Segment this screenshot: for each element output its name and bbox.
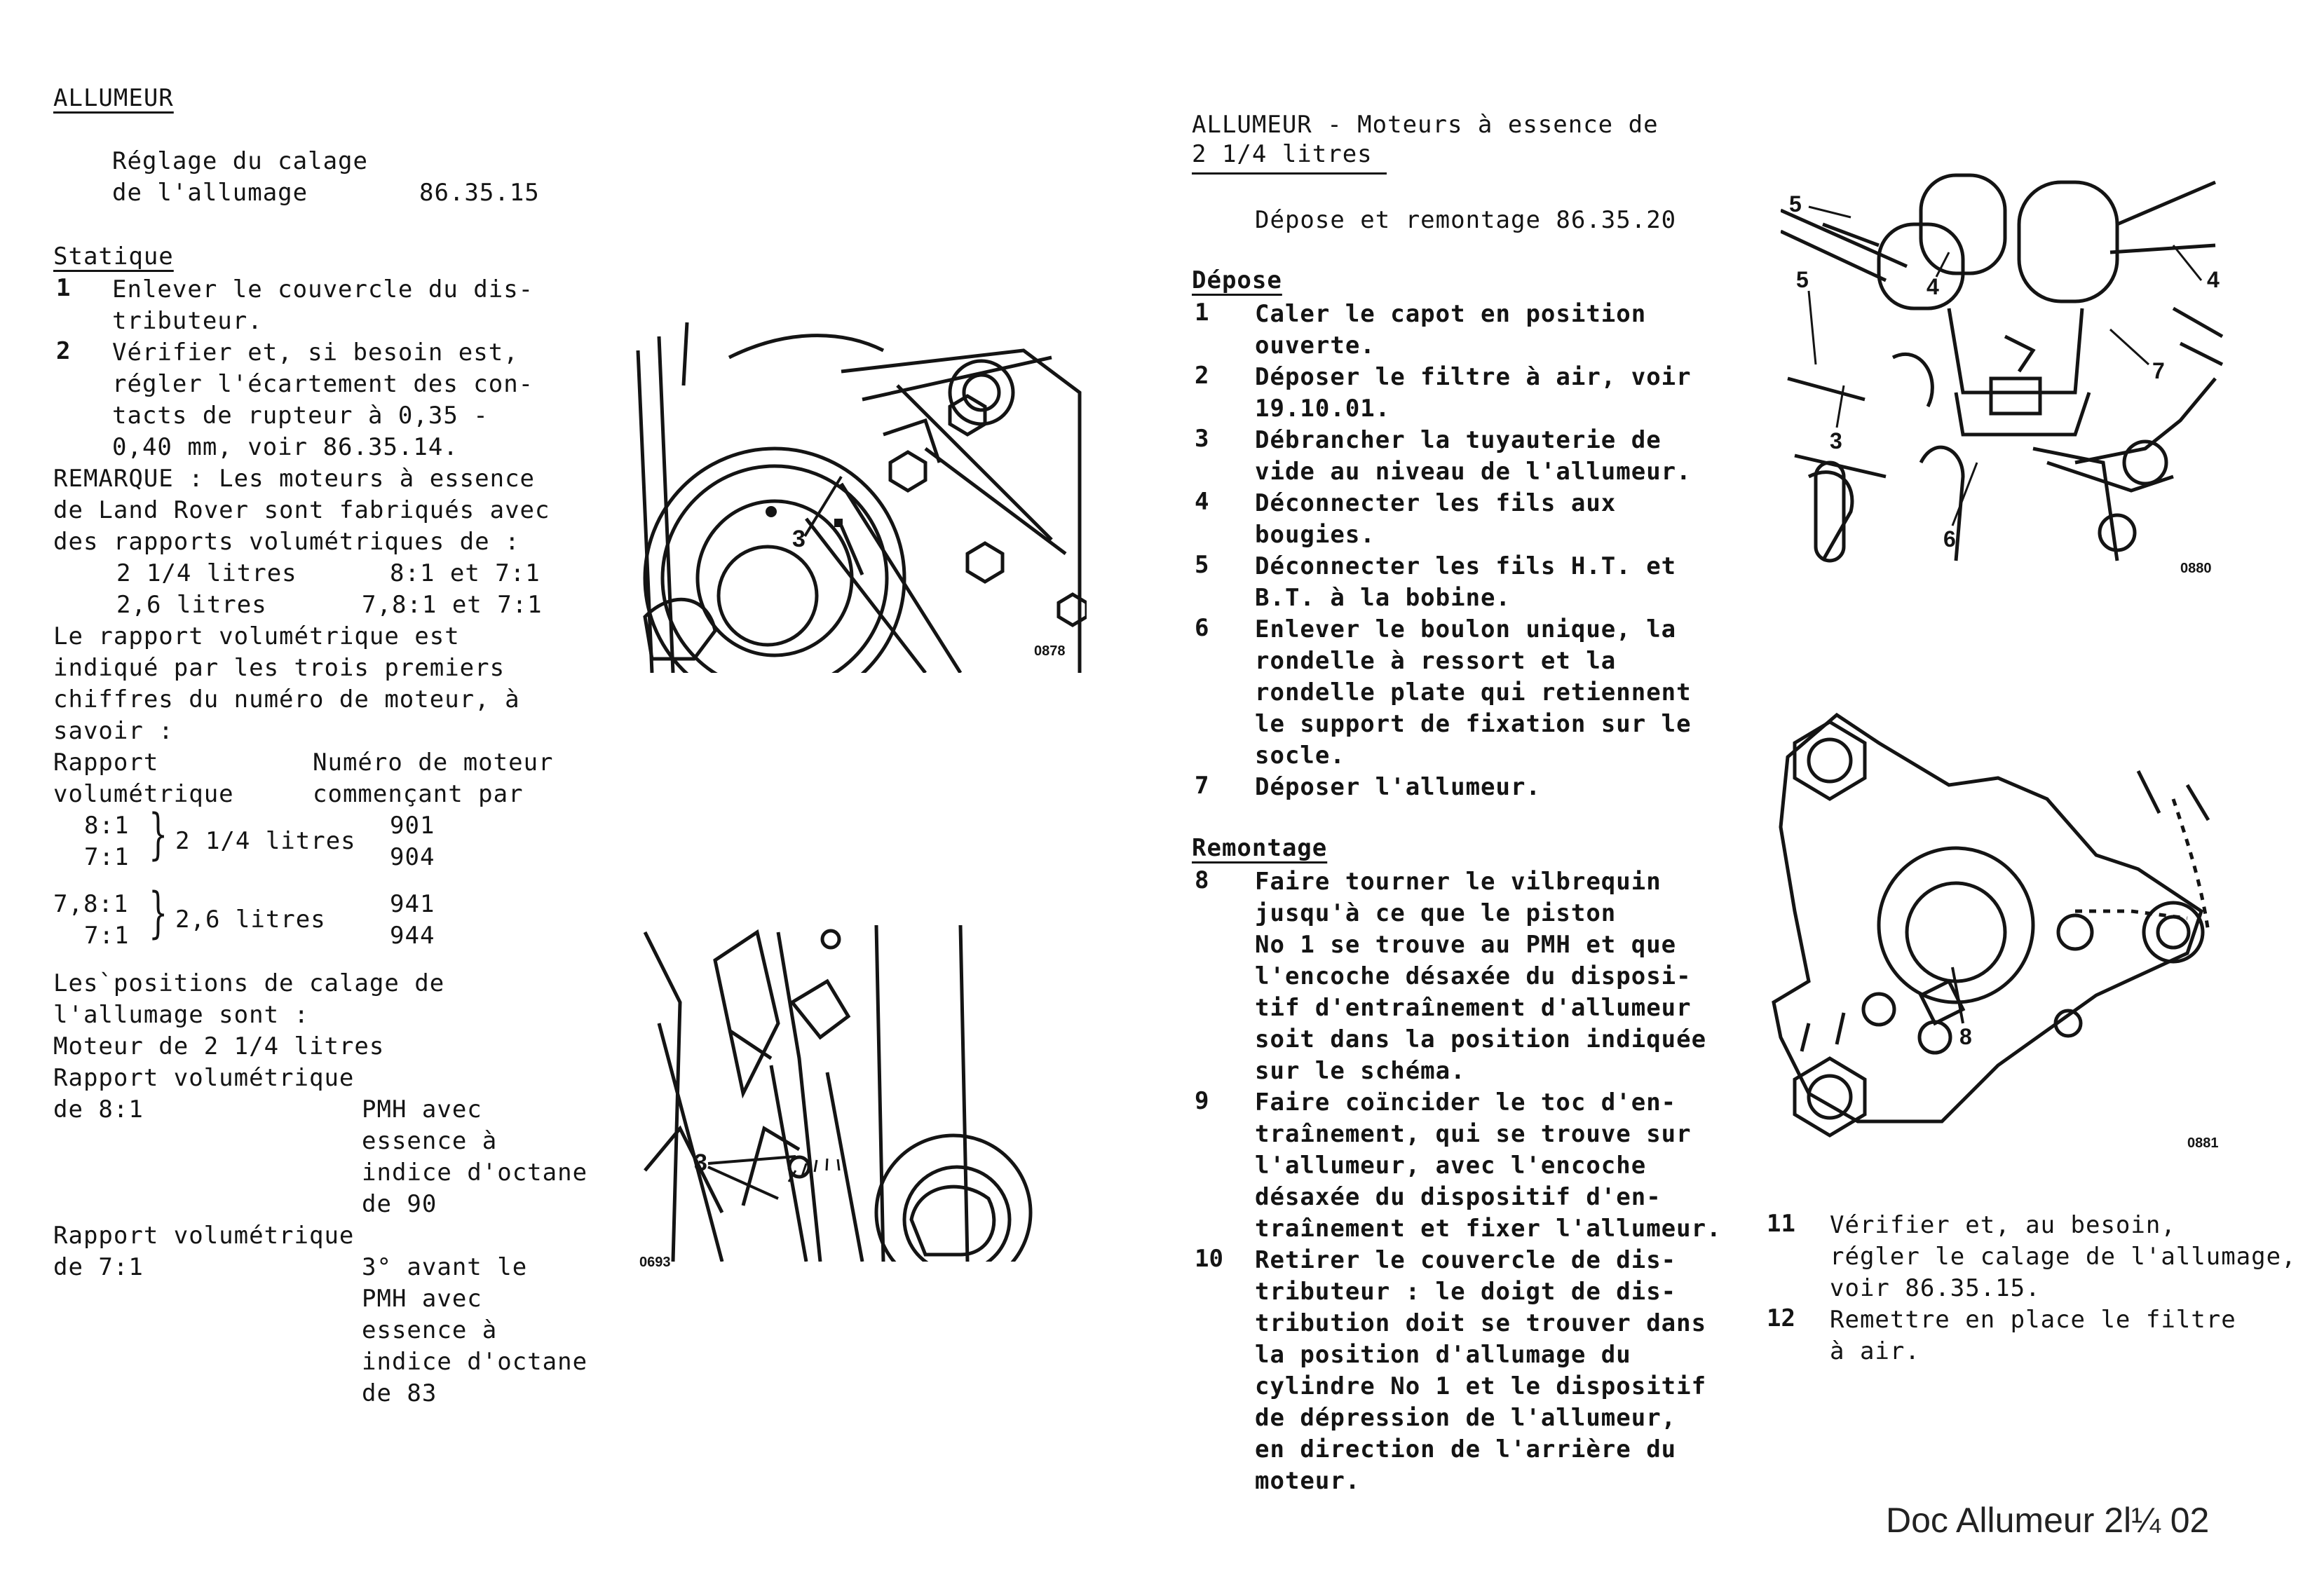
step-line: tribution doit se trouver dans bbox=[1255, 1309, 1707, 1337]
step-line: l'allumeur, avec l'encoche bbox=[1255, 1152, 1647, 1180]
step-line: la position d'allumage du bbox=[1255, 1341, 1631, 1369]
step-line: tributeur. bbox=[112, 307, 263, 335]
figure-callout: 8 bbox=[1959, 1024, 1972, 1049]
step-line: Enlever le couvercle du dis- bbox=[112, 275, 534, 303]
step-line: Caler le capot en position bbox=[1255, 300, 1647, 328]
compression-ratios: 7,8:1 et 7:1 bbox=[362, 591, 543, 619]
step-line: Déposer l'allumeur. bbox=[1255, 773, 1541, 801]
step-number: 5 bbox=[1195, 551, 1209, 579]
step-number: 6 bbox=[1195, 614, 1209, 642]
figure-drive-offset-slot bbox=[1767, 701, 2229, 1149]
remark-line: de Land Rover sont fabriqués avec bbox=[53, 496, 550, 524]
compression-ratios: 8:1 et 7:1 bbox=[390, 559, 541, 587]
step-number: 1 bbox=[1195, 299, 1209, 327]
step-line: Vérifier et, au besoin, bbox=[1830, 1211, 2176, 1239]
step-line: moteur. bbox=[1255, 1467, 1361, 1495]
step-number: 7 bbox=[1195, 772, 1209, 800]
positions-line: Les`positions de calage de bbox=[53, 969, 445, 997]
step-number: 9 bbox=[1195, 1087, 1209, 1115]
step-line: tif d'entraînement d'allumeur bbox=[1255, 994, 1692, 1022]
section-title-line1: ALLUMEUR - Moteurs à essence de bbox=[1192, 111, 1659, 139]
step-number: 10 bbox=[1195, 1245, 1223, 1273]
engine-number: 941 bbox=[390, 890, 435, 918]
step-line: l'encoche désaxée du disposi- bbox=[1255, 962, 1692, 990]
figure-timing-pointer bbox=[638, 918, 1073, 1262]
step-line: socle. bbox=[1255, 742, 1345, 770]
step-line: B.T. à la bobine. bbox=[1255, 584, 1511, 612]
timing-value: indice d'octane bbox=[362, 1159, 588, 1187]
ratio-value: 7,8:1 bbox=[53, 890, 129, 918]
timing-value: indice d'octane bbox=[362, 1348, 588, 1376]
figure-code: 0881 bbox=[2187, 1135, 2219, 1151]
engine-number: 944 bbox=[390, 922, 435, 950]
step-line: cylindre No 1 et le dispositif bbox=[1255, 1372, 1707, 1400]
ratio-label: de 8:1 bbox=[53, 1095, 144, 1124]
timing-value: essence à bbox=[362, 1127, 498, 1155]
figure-callout: 6 bbox=[1943, 526, 1956, 552]
timing-value: de 90 bbox=[362, 1190, 437, 1218]
brace: } bbox=[149, 882, 168, 945]
remark-line: REMARQUE : Les moteurs à essence bbox=[53, 465, 536, 493]
step-number: 11 bbox=[1767, 1210, 1795, 1238]
section-title-line2: 2 1/4 litres bbox=[1192, 140, 1373, 168]
ratio-heading: Rapport volumétrique bbox=[53, 1222, 355, 1250]
step-line: régler le calage de l'allumage, bbox=[1830, 1243, 2297, 1271]
step-number: 2 bbox=[1195, 362, 1209, 390]
document-caption: Doc Allumeur 2l¼ 02 bbox=[1886, 1501, 2210, 1540]
step-number: 2 bbox=[56, 337, 71, 365]
step-line: No 1 se trouve au PMH et que bbox=[1255, 931, 1677, 959]
step-line: tacts de rupteur à 0,35 - bbox=[112, 402, 489, 430]
step-number: 4 bbox=[1195, 488, 1209, 516]
figure-code: 0878 bbox=[1034, 643, 1066, 659]
engine-number: 904 bbox=[390, 843, 435, 871]
step-number: 12 bbox=[1767, 1304, 1795, 1332]
step-line: en direction de l'arrière du bbox=[1255, 1435, 1677, 1463]
step-line: vide au niveau de l'allumeur. bbox=[1255, 458, 1692, 486]
ratio-text-line: chiffres du numéro de moteur, à bbox=[53, 685, 520, 714]
operation-code: 86.35.15 bbox=[419, 179, 540, 207]
timing-value: 3° avant le bbox=[362, 1253, 528, 1281]
step-line: voir 86.35.15. bbox=[1830, 1274, 2041, 1302]
column-header-ratio: volumétrique bbox=[53, 780, 234, 808]
step-line: jusqu'à ce que le piston bbox=[1255, 899, 1617, 927]
ratio-value: 7:1 bbox=[84, 922, 130, 950]
step-line: Faire coïncider le toc d'en- bbox=[1255, 1088, 1677, 1117]
figure-callout: 4 bbox=[1927, 274, 1939, 299]
step-line: Déposer le filtre à air, voir bbox=[1255, 363, 1692, 391]
engine-size: 2 1/4 litres bbox=[116, 559, 297, 587]
remark-line: des rapports volumétriques de : bbox=[53, 528, 520, 556]
step-line: traînement, qui se trouve sur bbox=[1255, 1120, 1692, 1148]
step-line: Débrancher la tuyauterie de bbox=[1255, 426, 1662, 454]
step-line: bougies. bbox=[1255, 521, 1375, 549]
figure-callout: 3 bbox=[792, 526, 806, 552]
heading-remontage: Remontage bbox=[1192, 834, 1328, 862]
heading-statique: Statique bbox=[53, 243, 174, 271]
figure-crank-pulley-timing bbox=[631, 308, 1087, 673]
step-line: tributeur : le doigt de dis- bbox=[1255, 1278, 1677, 1306]
step-number: 3 bbox=[1195, 425, 1209, 453]
step-line: rondelle plate qui retiennent bbox=[1255, 678, 1692, 706]
step-line: Déconnecter les fils aux bbox=[1255, 489, 1617, 517]
brace: } bbox=[149, 803, 168, 866]
step-line: Remettre en place le filtre bbox=[1830, 1306, 2236, 1334]
timing-value: de 83 bbox=[362, 1379, 437, 1407]
step-line: ouverte. bbox=[1255, 332, 1375, 360]
column-header-engine-number: commençant par bbox=[313, 780, 524, 808]
step-line: sur le schéma. bbox=[1255, 1057, 1466, 1085]
ratio-value: 8:1 bbox=[84, 812, 130, 840]
ratio-value: 7:1 bbox=[84, 843, 130, 871]
step-line: Retirer le couvercle de dis- bbox=[1255, 1246, 1677, 1274]
step-line: désaxée du dispositif d'en- bbox=[1255, 1183, 1662, 1211]
step-line: régler l'écartement des con- bbox=[112, 370, 534, 398]
step-line: le support de fixation sur le bbox=[1255, 710, 1692, 738]
step-number: 8 bbox=[1195, 866, 1209, 894]
positions-line: Rapport volumétrique bbox=[53, 1064, 355, 1092]
timing-value: essence à bbox=[362, 1316, 498, 1344]
figure-callout: 5 bbox=[1796, 267, 1809, 292]
heading-depose: Dépose bbox=[1192, 266, 1282, 294]
column-header-engine-number: Numéro de moteur bbox=[313, 749, 554, 777]
positions-line: Moteur de 2 1/4 litres bbox=[53, 1032, 385, 1060]
step-number: 1 bbox=[56, 274, 71, 302]
ratio-label: de 7:1 bbox=[53, 1253, 144, 1281]
figure-code: 0693 bbox=[639, 1255, 671, 1270]
step-line: soit dans la position indiquée bbox=[1255, 1025, 1707, 1053]
step-line: 0,40 mm, voir 86.35.14. bbox=[112, 433, 458, 461]
figure-callout: 3 bbox=[1830, 428, 1842, 453]
column-header-ratio: Rapport bbox=[53, 749, 159, 777]
timing-value: PMH avec bbox=[362, 1095, 482, 1124]
step-line: à air. bbox=[1830, 1337, 1920, 1365]
figure-distributor-removal bbox=[1781, 168, 2229, 589]
engine-size: 2,6 litres bbox=[116, 591, 267, 619]
operation-title-line2: de l'allumage bbox=[112, 179, 308, 207]
operation-title: Dépose et remontage 86.35.20 bbox=[1255, 206, 1677, 234]
step-line: rondelle à ressort et la bbox=[1255, 647, 1617, 675]
ratio-text-line: Le rapport volumétrique est bbox=[53, 622, 460, 650]
step-line: Déconnecter les fils H.T. et bbox=[1255, 552, 1677, 580]
step-line: Faire tourner le vilbrequin bbox=[1255, 868, 1662, 896]
positions-line: l'allumage sont : bbox=[53, 1001, 309, 1029]
ratio-text-line: indiqué par les trois premiers bbox=[53, 654, 505, 682]
figure-callout: 5 bbox=[1789, 191, 1802, 217]
ratio-text-line: savoir : bbox=[53, 717, 174, 745]
step-line: de dépression de l'allumeur, bbox=[1255, 1404, 1677, 1432]
step-line: 19.10.01. bbox=[1255, 395, 1391, 423]
step-line: Vérifier et, si besoin est, bbox=[112, 339, 519, 367]
engine-size: 2 1/4 litres bbox=[175, 827, 356, 855]
title-underline bbox=[1192, 172, 1387, 175]
section-title-allumeur: ALLUMEUR bbox=[53, 84, 174, 112]
engine-size: 2,6 litres bbox=[175, 906, 326, 934]
timing-value: PMH avec bbox=[362, 1285, 482, 1313]
step-line: Enlever le boulon unique, la bbox=[1255, 615, 1677, 643]
figure-callout: 7 bbox=[2152, 358, 2165, 383]
operation-title-line1: Réglage du calage bbox=[112, 147, 368, 175]
figure-callout: 3 bbox=[694, 1149, 707, 1176]
figure-callout: 4 bbox=[2207, 267, 2220, 292]
engine-number: 901 bbox=[390, 812, 435, 840]
step-line: traînement et fixer l'allumeur. bbox=[1255, 1215, 1722, 1243]
figure-code: 0880 bbox=[2180, 561, 2212, 576]
